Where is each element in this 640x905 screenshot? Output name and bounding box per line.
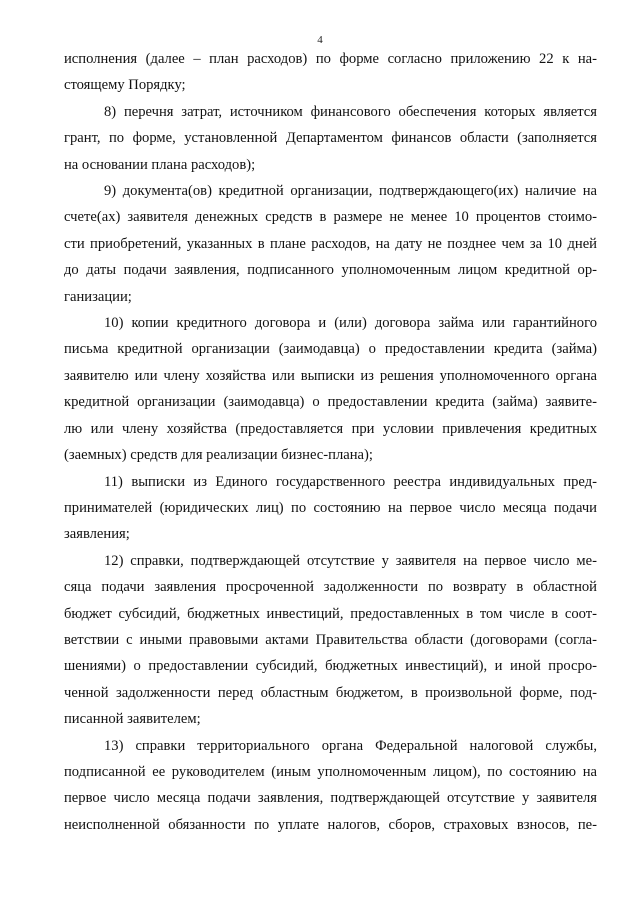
paragraph-item-9 (64, 178, 597, 310)
text-line: заявления; (64, 526, 130, 543)
text-line: письма кредитной организации (заимодавца) о предоставлении кредита (займа) (64, 341, 597, 358)
text-line: исполнения (далее – план расходов) по форме согласно приложению 22 к на- (64, 51, 597, 67)
document-body (64, 46, 597, 838)
text-line: 9) документа(ов) кредитной организации, подтверждающего(их) наличие на (104, 183, 597, 200)
text-line: 10) копии кредитного договора и (или) договора займа или гарантийного (104, 315, 597, 332)
text-line: ганизации; (64, 288, 132, 305)
text-line: лю или члену хозяйства (предоставляется при условии привлечения кредитных (64, 420, 597, 437)
text-line: шениями) о предоставлении субсидий, бюджетных инвестиций), и иной просро- (64, 658, 597, 675)
text-line: принимателей (юридических лиц) по состоянию на первое число месяца подачи (64, 499, 597, 516)
text-line: грант, по форме, установленной Департаментом финансов области (заполняется (64, 130, 597, 147)
text-line: счете(ах) заявителя денежных средств в размере не менее 10 процентов стоимо- (64, 209, 597, 226)
text-line: неисполненной обязанности по уплате налогов, сборов, страховых взносов, пе- (64, 816, 597, 833)
text-line: ченной задолженности перед областным бюджетом, в произвольной форме, под- (64, 684, 597, 701)
text-line: 11) выписки из Единого государственного реестра индивидуальных пред- (104, 473, 597, 490)
text-line: писанной заявителем; (64, 711, 201, 728)
text-line: 13) справки территориального органа Федеральной налоговой службы, (104, 737, 597, 754)
text-line: кредитной организации (заимодавца) о предоставлении кредита (займа) заявите- (64, 394, 597, 411)
paragraph-item-11 (64, 469, 597, 548)
text-line: 12) справки, подтверждающей отсутствие у заявителя на первое число ме- (104, 552, 597, 569)
paragraph-item-12 (64, 548, 597, 733)
text-line: бюджет субсидий, бюджетных инвестиций, предоставленных в том числе в соот- (64, 605, 597, 622)
text-line: первое число месяца подачи заявления, подтверждающей отсутствие у заявителя (64, 790, 597, 807)
text-line: заявителю или члену хозяйства или выписки из решения уполномоченного органа (64, 367, 597, 384)
text-line: сяца подачи заявления просроченной задолженности по возврату в областной (64, 579, 597, 596)
paragraph-item-8 (64, 99, 597, 178)
page-number: 4 (317, 34, 323, 46)
text-line: ветствии с иными правовыми актами Правительства области (договорами (согла- (64, 631, 597, 648)
text-line: на основании плана расходов); (64, 156, 256, 173)
text-line: 8) перечня затрат, источником финансового обеспечения которых является (104, 103, 597, 120)
paragraph-item-13 (64, 733, 597, 839)
paragraph-item-10 (64, 310, 597, 468)
text-line: стоящему Порядку; (64, 77, 186, 94)
paragraph-continuation (64, 46, 597, 99)
text-line: подписанной ее руководителем (иным уполномоченным лицом), по состоянию на (64, 763, 597, 780)
text-line: до даты подачи заявления, подписанного уполномоченным лицом кредитной ор- (64, 262, 597, 279)
text-line: сти приобретений, указанных в плане расходов, на дату не позднее чем за 10 дней (64, 235, 597, 252)
text-line: (заемных) средств для реализации бизнес-плана); (64, 447, 373, 464)
